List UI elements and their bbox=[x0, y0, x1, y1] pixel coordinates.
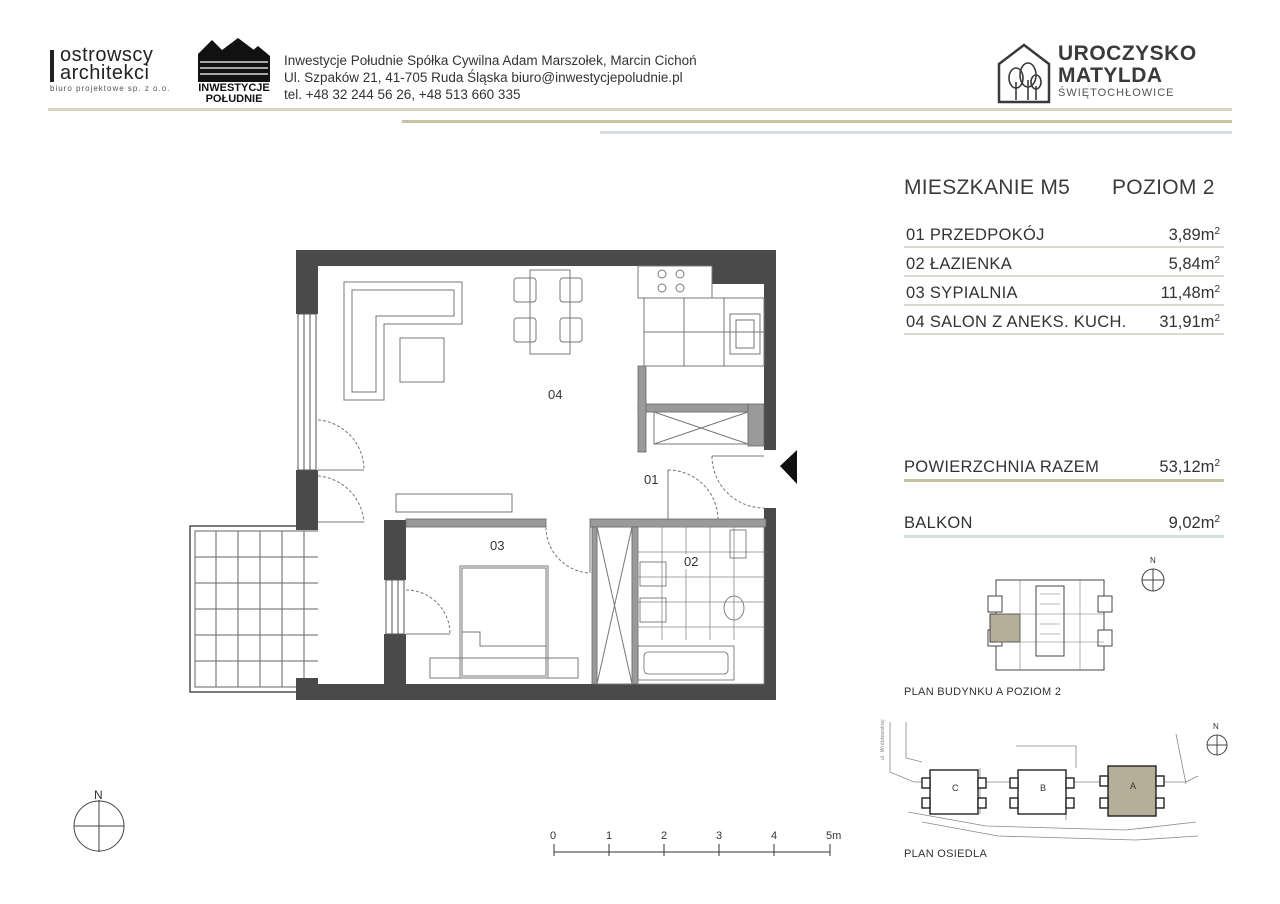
estate-building-c: C bbox=[952, 783, 959, 793]
apartment-name: MIESZKANIE M5 bbox=[904, 176, 1071, 199]
company-info bbox=[284, 52, 697, 103]
room-label-04: 04 bbox=[548, 387, 563, 402]
uroczysko-logo bbox=[996, 40, 1226, 106]
estate-plan-caption: PLAN OSIEDLA bbox=[904, 848, 988, 860]
header-divider-3 bbox=[600, 131, 1232, 134]
inwestycje-line-2: POŁUDNIE bbox=[205, 93, 263, 105]
total-area-label: POWIERZCHNIA RAZEM bbox=[904, 458, 1100, 476]
estate-building-a: A bbox=[1130, 781, 1137, 791]
north-label: N bbox=[94, 788, 103, 802]
entrance-arrow-icon bbox=[780, 450, 797, 484]
room-area: $31,91m^2$ bbox=[1159, 313, 1220, 331]
room-label-02: 02 bbox=[684, 554, 699, 569]
balcony-row bbox=[904, 512, 1224, 538]
uroczysko-line-1: UROCZYSKO bbox=[1058, 42, 1197, 65]
room-row bbox=[904, 282, 1224, 306]
logo-line-3: biuro projektowe sp. z o.o. bbox=[50, 84, 171, 93]
floor-plan bbox=[180, 240, 820, 710]
ostrowscy-logo bbox=[48, 44, 188, 94]
room-row bbox=[904, 253, 1224, 277]
total-area-row bbox=[904, 456, 1224, 482]
room-label-01: 01 bbox=[644, 472, 659, 487]
building-key-plan bbox=[984, 574, 1116, 676]
scale-tick: 3 bbox=[716, 830, 723, 842]
scale-bar bbox=[550, 842, 840, 858]
uroczysko-line-2: MATYLDA bbox=[1058, 64, 1163, 87]
apartment-level: POZIOM 2 bbox=[1112, 176, 1215, 199]
north-small-label: N bbox=[1150, 556, 1157, 565]
room-row bbox=[904, 224, 1224, 248]
building-plan-caption: PLAN BUDYNKU A POZIOM 2 bbox=[904, 686, 1062, 698]
scale-tick: 5m bbox=[826, 830, 842, 842]
room-name: 01 PRZEDPOKÓJ bbox=[906, 226, 1045, 244]
scale-tick: 4 bbox=[771, 830, 778, 842]
header-divider-1 bbox=[48, 108, 1232, 111]
inwestycje-line-1: INWESTYCJE bbox=[198, 82, 270, 94]
balcony-label: BALKON bbox=[904, 514, 973, 532]
room-area: $3,89m^2$ bbox=[1168, 226, 1220, 244]
scale-tick: 1 bbox=[606, 830, 613, 842]
scale-tick: 0 bbox=[550, 830, 557, 842]
scale-tick: 2 bbox=[661, 830, 668, 842]
logo-line-1: ostrowscy bbox=[60, 44, 154, 66]
north-estate-label: N bbox=[1213, 722, 1220, 731]
room-area: $5,84m^2$ bbox=[1168, 255, 1220, 273]
room-label-03: 03 bbox=[490, 538, 505, 553]
header-divider-2 bbox=[402, 120, 1232, 123]
total-area-value: $53,12m^2$ bbox=[1159, 458, 1220, 476]
logo-bar bbox=[50, 50, 54, 82]
balcony-value: $9,02m^2$ bbox=[1168, 514, 1220, 532]
north-estate-icon bbox=[1204, 728, 1230, 758]
room-area: $11,48m^2$ bbox=[1160, 284, 1220, 302]
company-phone: tel. +48 32 244 56 26, +48 513 660 335 bbox=[284, 87, 521, 102]
room-name: 04 SALON Z ANEKS. KUCH. bbox=[906, 313, 1127, 331]
balcony-door bbox=[386, 580, 404, 634]
north-compass-icon bbox=[70, 800, 130, 854]
estate-building-b: B bbox=[1040, 783, 1047, 793]
north-small-icon bbox=[1138, 560, 1168, 594]
tree-house-icon bbox=[996, 42, 1052, 104]
room-name: 03 SYPIALNIA bbox=[906, 284, 1018, 302]
logo-line-2: architekci bbox=[60, 62, 150, 84]
inwestycje-logo bbox=[194, 38, 274, 106]
company-address: Ul. Szpaków 21, 41-705 Ruda Śląska biuro@inwestycjepoludnie.pl bbox=[284, 70, 683, 85]
street-label: ul. Wróblewskiej bbox=[880, 719, 886, 760]
buildings-icon bbox=[194, 38, 274, 84]
room-row bbox=[904, 311, 1224, 335]
company-name: Inwestycje Południe Spółka Cywilna Adam Marszołek, Marcin Cichoń bbox=[284, 53, 697, 68]
room-name: 02 ŁAZIENKA bbox=[906, 255, 1013, 273]
uroczysko-line-3: ŚWIĘTOCHŁOWICE bbox=[1058, 87, 1175, 99]
left-window bbox=[298, 314, 316, 470]
